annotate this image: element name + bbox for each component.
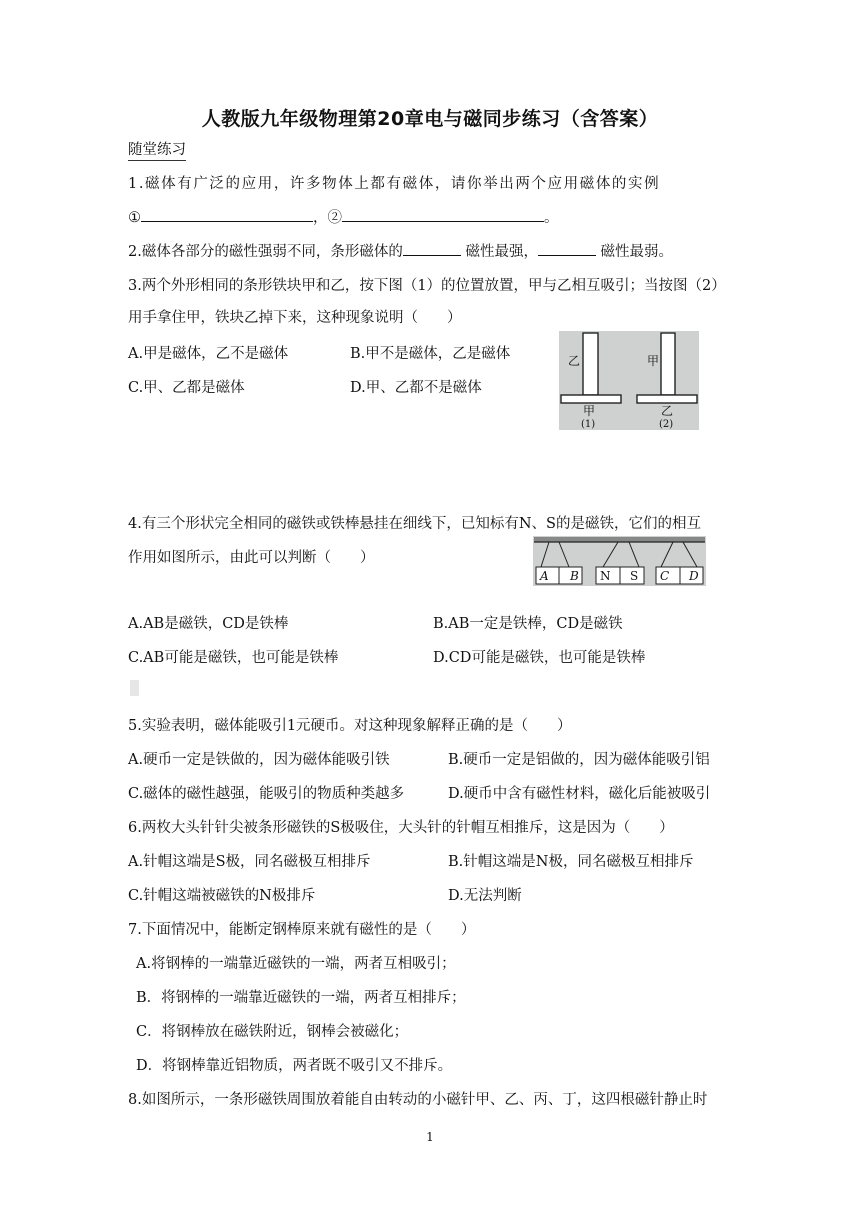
q2-text: [128, 240, 673, 261]
q7-option-b: B．将钢棒的一端靠近磁铁的一端，两者互相排斥；: [136, 990, 466, 1006]
q1-end: 。: [544, 210, 559, 226]
q1-sep: ，②: [313, 210, 342, 226]
q7-option-c: C．将钢棒放在磁铁附近，钢棒会被磁化；: [136, 1024, 409, 1040]
q4-option-d: D.CD可能是磁铁，也可能是铁棒: [433, 650, 646, 666]
q4-fig-label-c: C: [660, 569, 670, 583]
q3-fig-right-top-label: 甲: [647, 354, 660, 368]
q3-option-d: D.甲、乙都不是磁体: [350, 380, 482, 396]
q3-fig-right-caption: (2): [659, 419, 674, 430]
q6-option-b: B.针帽这端是N极，同名磁极互相排斥: [448, 854, 694, 870]
q3-fig-left-top-label: 乙: [568, 354, 581, 368]
q3-fig-left-bottom-label: 甲: [583, 404, 596, 418]
q7-option-d: D．将钢棒靠近铝物质，两者既不吸引又不排斥。: [136, 1058, 453, 1074]
q3-option-b: B.甲不是磁体，乙是磁体: [350, 346, 511, 362]
q4-fig-label-b: B: [570, 569, 579, 583]
q1-text: 1.磁体有广泛的应用，许多物体上都有磁体，请你举出两个应用磁体的实例: [128, 176, 661, 192]
q6-text: 6.两枚大头针针尖被条形磁铁的S极吸住，大头针的针帽互相推斥，这是因为（ ）: [128, 820, 674, 836]
q7-text: 7.下面情况中，能断定钢棒原来就有磁性的是（ ）: [128, 922, 476, 938]
q4-fig-label-d: D: [689, 569, 699, 583]
q4-option-a: A.AB是磁铁，CD是铁棒: [128, 616, 289, 632]
q3-figure: [559, 331, 699, 430]
q4-figure: [533, 536, 706, 586]
q3-text-1: 3.两个外形相同的条形铁块甲和乙，按下图（1）的位置放置，甲与乙相互吸引；当按图（2）: [128, 278, 726, 294]
q4-option-c: C.AB可能是磁铁，也可能是铁棒: [128, 650, 339, 666]
page-number: 1: [426, 1130, 434, 1144]
q4-fig-label-a: A: [540, 569, 549, 583]
q4-fig-label-s: S: [630, 569, 639, 583]
q6-option-a: A.针帽这端是S极，同名磁极互相排斥: [128, 854, 371, 870]
q3-fig-right-bottom-label: 乙: [661, 404, 674, 418]
q2-blank-2[interactable]: [538, 241, 596, 256]
document-title: 人教版九年级物理第20章电与磁同步练习（含答案）: [201, 108, 659, 130]
q2-part-c: 磁性最弱。: [595, 244, 674, 260]
q6-option-d: D.无法判断: [448, 888, 522, 904]
q5-option-c: C.磁体的磁性越强，能吸引的物质种类越多: [128, 786, 405, 802]
q3-option-a: A.甲是磁体，乙不是磁体: [128, 346, 289, 362]
q4-text-2: 作用如图所示，由此可以判断（ ）: [128, 550, 375, 566]
q5-option-d: D.硬币中含有磁性材料，磁化后能被吸引: [448, 786, 711, 802]
text-cursor-marker: [130, 680, 139, 696]
q2-part-a: 2.磁体各部分的磁性强弱不同，条形磁体的: [128, 244, 403, 260]
q4-option-b: B.AB一定是铁棒，CD是磁铁: [433, 616, 623, 632]
q1-mark1: ①: [128, 210, 141, 226]
q7-option-a: A.将钢棒的一端靠近磁铁的一端，两者互相吸引；: [136, 956, 456, 972]
section-heading: 随堂练习: [128, 138, 186, 161]
q1-blank-2[interactable]: [342, 207, 544, 222]
q5-text: 5.实验表明，磁体能吸引1元硬币。对这种现象解释正确的是（ ）: [128, 718, 572, 734]
q3-option-c: C.甲、乙都是磁体: [128, 380, 245, 396]
q4-text-1: 4.有三个形状完全相同的磁铁或铁棒悬挂在细线下，已知标有N、S的是磁铁，它们的相互: [128, 516, 701, 532]
q2-part-b: 磁性最强，: [460, 244, 538, 260]
q4-fig-label-n: N: [600, 569, 611, 583]
q5-option-a: A.硬币一定是铁做的，因为磁体能吸引铁: [128, 752, 390, 768]
q5-option-b: B.硬币一定是铝做的，因为磁体能吸引铝: [448, 752, 710, 768]
q1-blanks: [128, 206, 559, 227]
q3-fig-left-caption: (1): [581, 419, 596, 430]
q6-option-c: C.针帽这端被磁铁的N极排斥: [128, 888, 316, 904]
q2-blank-1[interactable]: [403, 241, 461, 256]
q1-blank-1[interactable]: [141, 207, 313, 222]
q8-text: 8.如图所示，一条形磁铁周围放着能自由转动的小磁针甲、乙、丙、丁，这四根磁针静止时: [128, 1092, 708, 1108]
q3-text-2: 用手拿住甲，铁块乙掉下来，这种现象说明（ ）: [128, 310, 462, 326]
